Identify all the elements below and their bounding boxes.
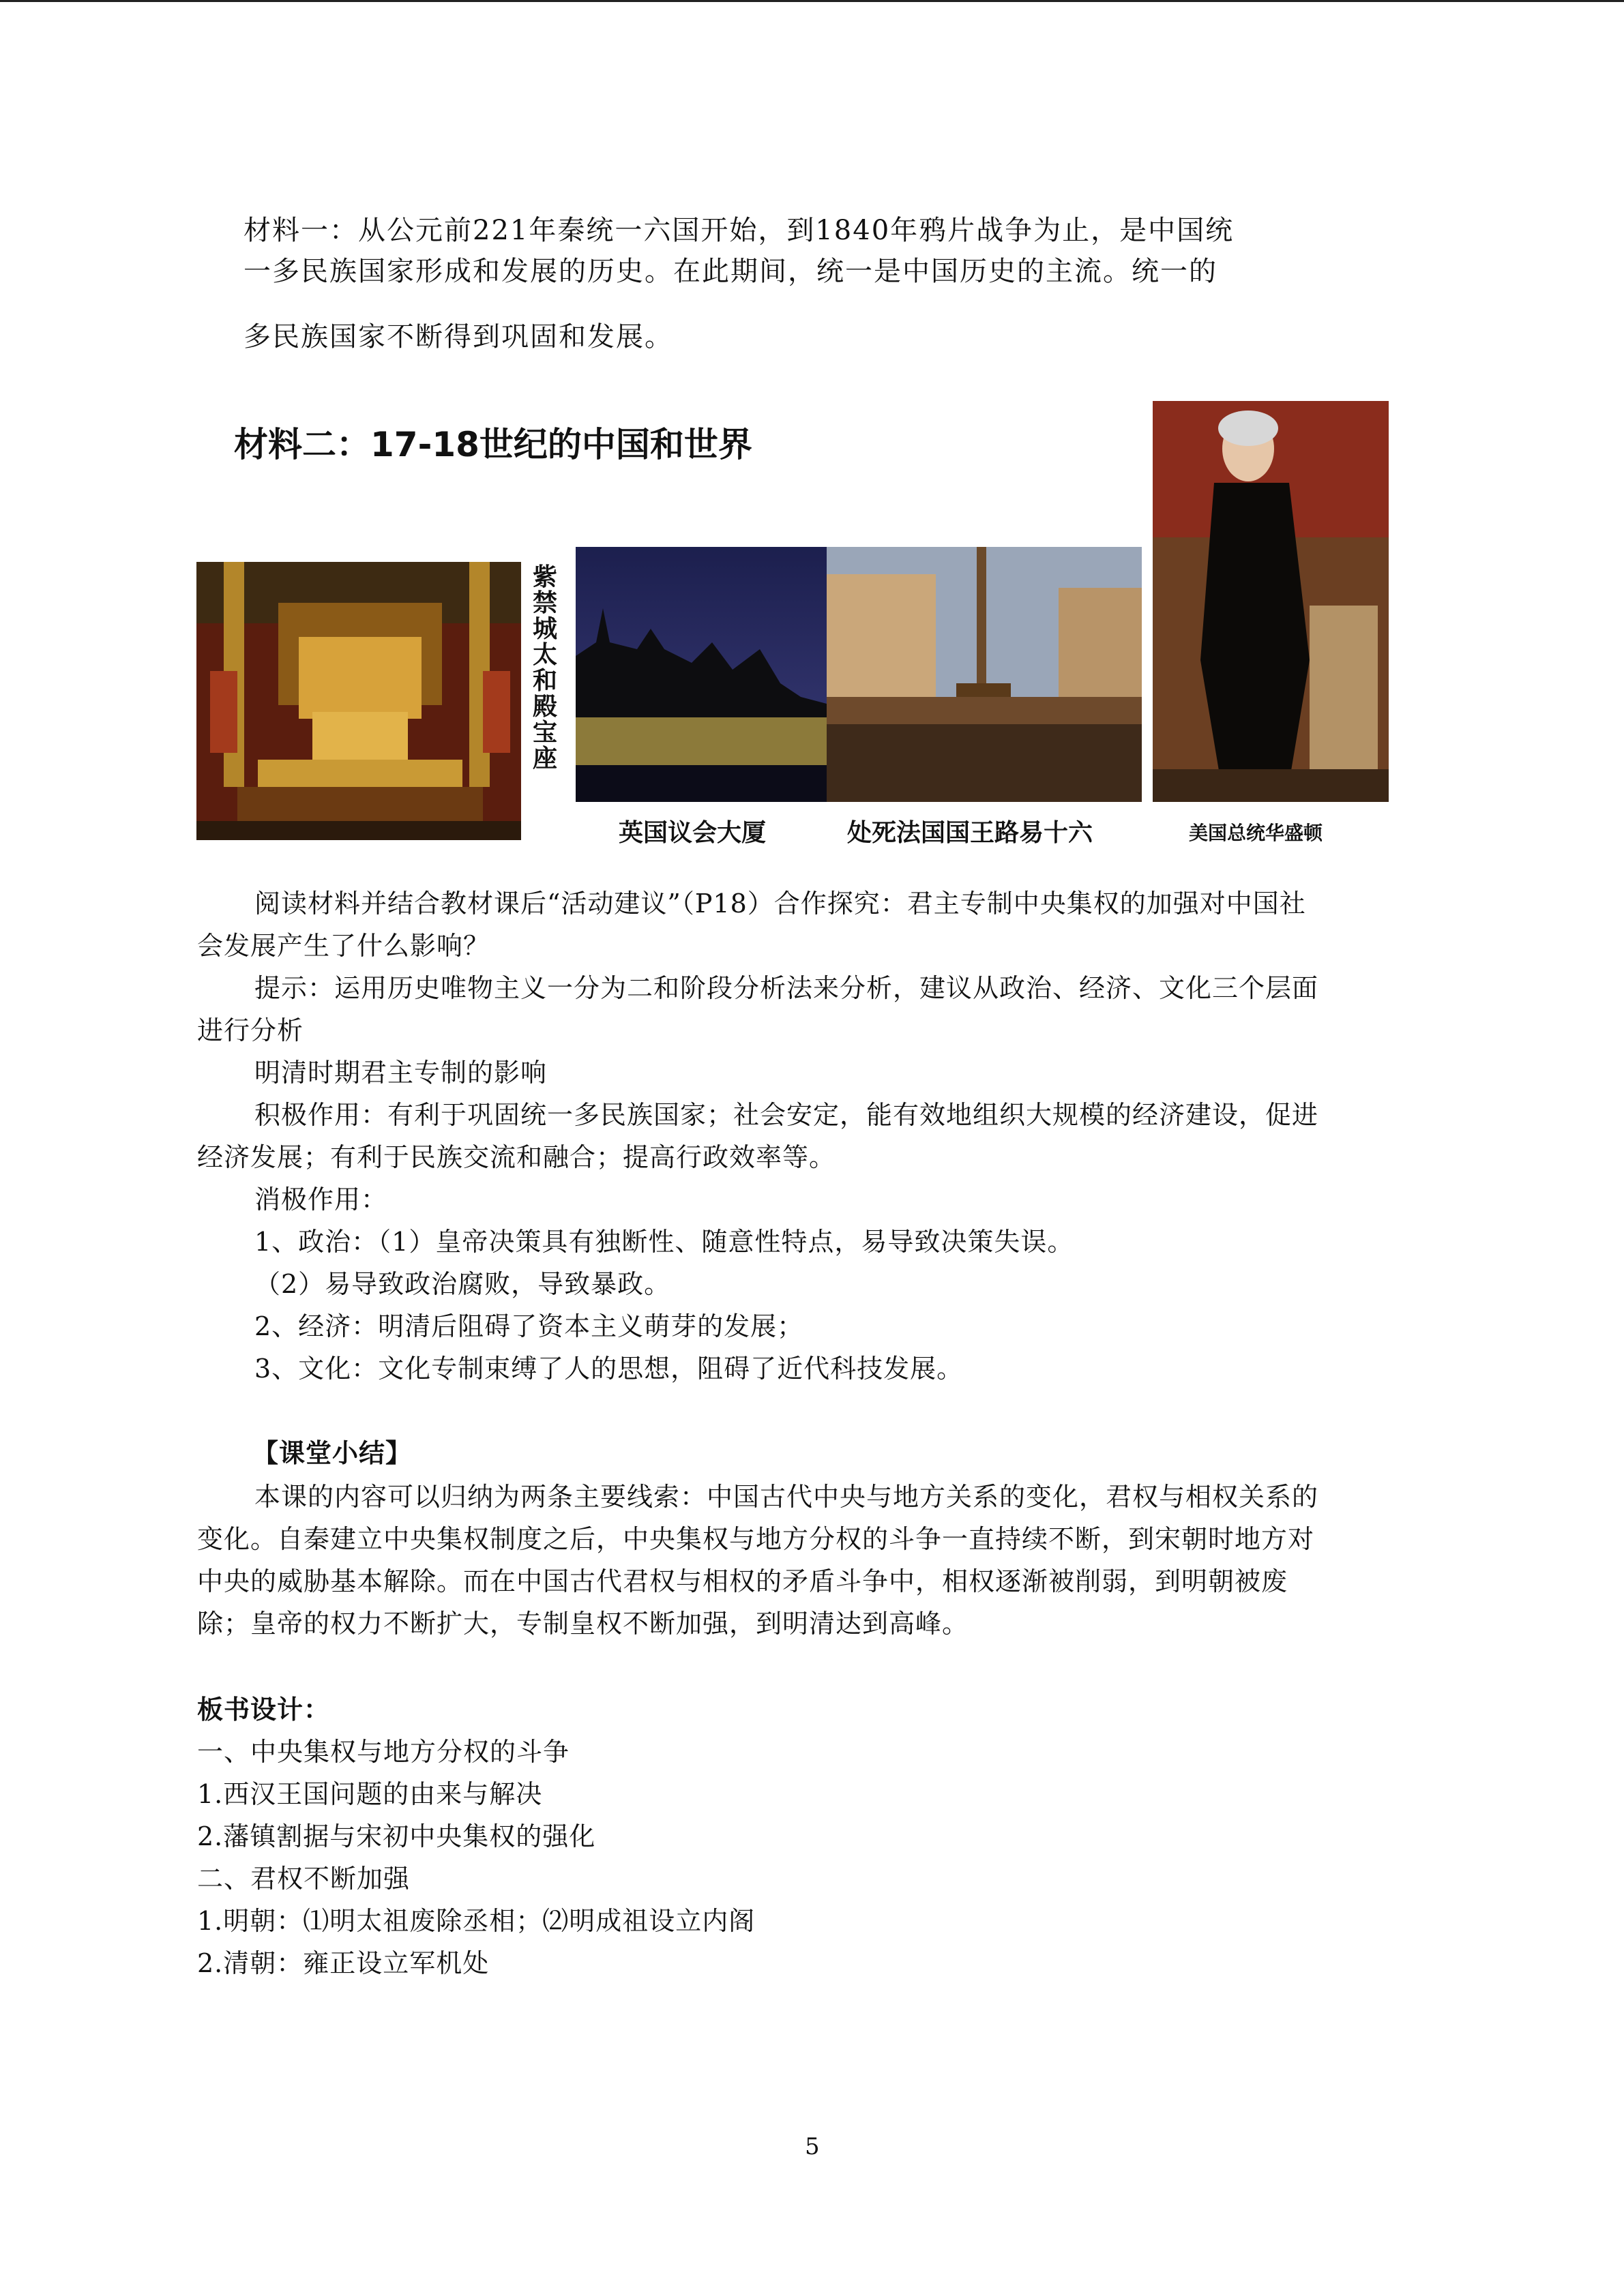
top-border	[0, 0, 1624, 2]
negative-effect-politics: 1、政治：（1）皇帝决策具有独断性、随意性特点，易导致决策失误。	[254, 1227, 1074, 1257]
caption-washington: 美国总统华盛顿	[1189, 822, 1323, 844]
summary-heading: 【课堂小结】	[252, 1438, 413, 1468]
louis-xvi-execution-image	[827, 547, 1142, 802]
material-one-line-1: 材料一：从公元前221年秦统一六国开始，到1840年鸦片战争为止，是中国统	[243, 215, 1235, 246]
positive-effects-2: 经济发展；有利于民族交流和融合；提高行政效率等。	[197, 1142, 836, 1172]
parliament-image	[576, 547, 827, 802]
discussion-question-2: 会发展产生了什么影响？	[197, 931, 490, 961]
summary-line-1: 本课的内容可以归纳为两条主要线索：中国古代中央与地方关系的变化，君权与相权关系的	[254, 1482, 1319, 1512]
material-two-title: 材料二：17-18世纪的中国和世界	[234, 425, 752, 464]
material-one-line-3: 多民族国家不断得到巩固和发展。	[243, 321, 673, 353]
impact-heading: 明清时期君主专制的影响	[254, 1058, 548, 1088]
washington-portrait-image	[1153, 401, 1389, 802]
discussion-hint-1: 提示：运用历史唯物主义一分为二和阶段分析法来分析，建议从政治、经济、文化三个层面	[254, 973, 1319, 1003]
negative-effects-heading: 消极作用：	[254, 1184, 388, 1214]
board-item: 1.明朝：⑴明太祖废除丞相；⑵明成祖设立内阁	[197, 1906, 756, 1936]
board-item: 一、中央集权与地方分权的斗争	[197, 1737, 570, 1767]
negative-effect-economy: 2、经济：明清后阻碍了资本主义萌芽的发展；	[254, 1311, 804, 1341]
summary-line-2: 变化。自秦建立中央集权制度之后，中央集权与地方分权的斗争一直持续不断，到宋朝时地方对	[197, 1524, 1315, 1554]
discussion-question-1: 阅读材料并结合教材课后“活动建议”（P18）合作探究：君主专制中央集权的加强对中国社	[254, 889, 1306, 919]
board-item: 1.西汉王国问题的由来与解决	[197, 1779, 543, 1809]
board-item: 2.藩镇割据与宋初中央集权的强化	[197, 1821, 596, 1851]
summary-line-3: 中央的威胁基本解除。而在中国古代君权与相权的矛盾斗争中，相权逐渐被削弱，到明朝被废	[197, 1566, 1288, 1596]
positive-effects-1: 积极作用：有利于巩固统一多民族国家；社会安定，能有效地组织大规模的经济建设，促进	[254, 1100, 1319, 1130]
page-number: 5	[805, 2133, 820, 2160]
forbidden-city-throne-image	[196, 562, 521, 840]
negative-effect-politics-2: （2）易导致政治腐败，导致暴政。	[254, 1269, 671, 1299]
negative-effect-culture: 3、文化：文化专制束缚了人的思想，阻碍了近代科技发展。	[254, 1354, 964, 1384]
board-heading: 板书设计：	[197, 1695, 331, 1725]
caption-execution: 处死法国国王路易十六	[847, 819, 1093, 847]
material-one-line-2: 一多民族国家形成和发展的历史。在此期间，统一是中国历史的主流。统一的	[243, 256, 1217, 287]
summary-line-4: 除；皇帝的权力不断扩大，专制皇权不断加强，到明清达到高峰。	[197, 1609, 969, 1639]
board-item: 二、君权不断加强	[197, 1864, 411, 1894]
board-item: 2.清朝：雍正设立军机处	[197, 1948, 490, 1978]
discussion-hint-2: 进行分析	[197, 1015, 304, 1045]
caption-forbidden-city: 紫禁城太和殿宝座	[532, 563, 557, 773]
caption-parliament: 英国议会大厦	[619, 819, 767, 847]
